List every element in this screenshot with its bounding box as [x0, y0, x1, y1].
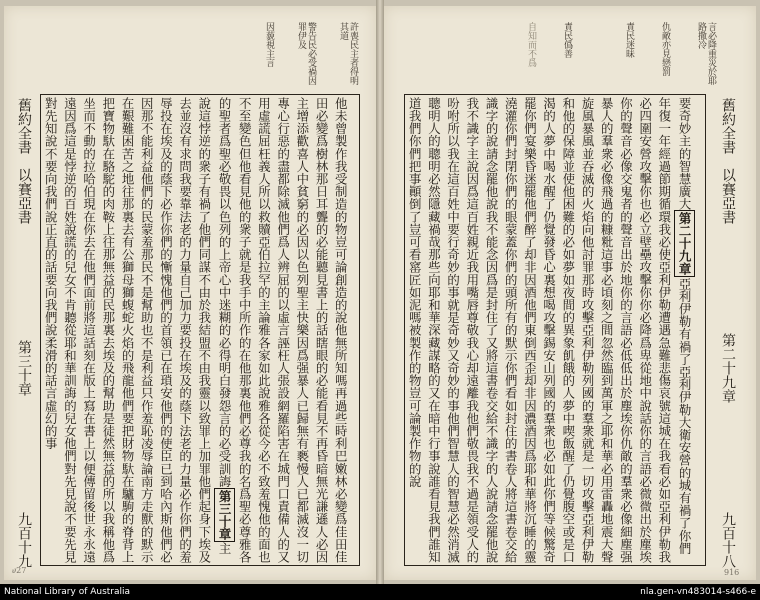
right-running-header: [718, 98, 738, 568]
margin-note: 自知而不爲: [526, 22, 536, 67]
body-text: 他未曾製作我受制造的物豈可論創造的說他無所知嗎再過些時利巴嫩林必變爲佳田佳田必變爲樹林那日耳聾的必能聽見書上的話瞎眼的必能看見不再昏暗無光謙遜人必因主增添歡喜人中貧窮的必因以色列聖主快樂因爲强暴人已歸無有褻慢人已都滅沒一切專心行惡的盡都除滅他們爲人辨屈的以虛言誣枉人張設網羅陷害在城門口責備人的又用虛謊屈枉義人所以救贖亞伯拉罕的主論雅各家如此說雅各從今必不致羞愧他的面也不至變色但他看見他的衆子就是我手中所作的在他那裏他們必尊我的名爲聖必尊雅各的聖者爲聖必敬畏以色列的上帝心中迷糊的必得明白發怨言的必受訓誨: [217, 97, 349, 564]
body-text: 亞利伊勒有禍了亞利伊勒大衛安營的城有禍了你們年復一年經過節期循環我必使亞利伊勒遭遇急難悲傷哀號這城在我看必如亞利伊勒我必四圍安營攻擊你也必立壁壘攻擊你你必降爲卑從地中說話你的言語必微微出於塵埃你的聲音必像交鬼者的聲音出於地你的言語必低低出於塵埃你仇敵的羣衆必像細塵强暴人的羣衆必像飛過的糠粃這事必頃刻之間忽然臨到萬軍之耶和華必用雷轟地震大聲旋風暴風並吞滅的火焰向他討罪那時攻擊亞利伊勒列國的羣衆就是一切攻擊亞利伊勒和他的保障並使他困難的必如夢如夜間的異象飢餓的人夢中喫飯醒了仍覺腹空或是口渴的人夢中喝水醒了仍覺發昏心裏想喝攻擊錫安山列國的羣衆也必如此你們等候驚奇罷你們宴樂昏迷罷他們醉了却非因酒他們東倒西歪却非因濃酒因爲耶和華將沉睡的靈澆灌你們封閉你們的眼蒙蓋你們的頭所有的默示你們看如封住的書卷人將這書卷交給識字的說請念罷他說我不能念因爲是封住了又將這書卷交給不識字的人說請念罷他說我不識字主說因爲這百姓親近我用嘴唇尊敬我心却遠離我他們敬畏我不過是領受人的吩咐所以我在這百姓中要行奇妙的事就是奇妙又奇妙的事他們智慧人的智慧必然消滅聰明人的聰明必然隱藏禍哉那些向耶和華深藏謀略的又在暗中行事說誰看見我們誰知道我們你們把事顚倒了豈可看窰匠如泥嗎被製作的物豈可論製作物的說: [407, 97, 693, 564]
footer-bar: [0, 584, 760, 600]
chapter-heading: 第二十九章: [674, 210, 695, 277]
left-margin-notes: [184, 22, 358, 92]
margin-note: 責民僞善: [562, 22, 572, 58]
page-number: 九百十八: [720, 512, 736, 568]
left-body-text: [41, 95, 350, 569]
book-gutter: [376, 0, 384, 584]
margin-note: 責民迷昧: [624, 22, 634, 58]
chapter-label: 第三十章: [16, 340, 32, 396]
book-title: 舊約全書 以賽亞書: [720, 98, 736, 224]
chapter-heading: 第三十章: [214, 488, 235, 542]
page-number: 九百十九: [16, 512, 32, 568]
body-text: 要奇妙主的智慧廣大: [677, 97, 693, 211]
left-running-header: [14, 98, 34, 568]
right-body-text: [405, 95, 695, 569]
left-text-block: [40, 94, 360, 566]
record-id: nla.gen-vn483014-s466-e: [640, 587, 756, 597]
right-text-block: [404, 94, 706, 566]
book-title: 舊約全書 以賽亞書: [16, 98, 32, 224]
left-page: [4, 6, 376, 580]
margin-note: 許喪民主者得明其道: [338, 22, 358, 85]
margin-note: 仇敵亦見戀罰: [660, 22, 670, 76]
page-stamp: ሀ27: [12, 566, 27, 575]
page-stamp: 916: [724, 568, 740, 577]
chapter-label: 第二十九章: [720, 333, 736, 403]
right-margin-notes: [526, 22, 716, 92]
library-name: National Library of Australia: [4, 587, 131, 597]
margin-note: 警告民必受禍因罪伊及: [296, 22, 316, 85]
margin-note: 因藐視主言: [264, 22, 274, 67]
margin-note: 言必降重災於耶路撒冷: [696, 22, 716, 85]
right-page: [384, 6, 756, 580]
body-text: 主說這悖逆的衆子有禍了他們同謀不由於我結盟不由我靈以致罪上加罪他們起身下埃及去並沒有求問我要靠法老的力量自己加力要投在埃及的蔭下法老的力量必作你們的羞辱投在埃及的蔭下必作你們的慚愧他們的首領已在瑣安他們的使臣已到哈內斯他們必因那不能利益他們的民蒙羞那民不是幫助也不是利益只作羞恥凌辱論南方走獸的默示在艱難困苦之地往那裏去有公獅母獅蝮蛇火焰的飛龍他們要把財物馱在驢駒的脊背上把寶物馱在駱駝的肉鞍上往那無益的民那裏去埃及的幫助是徒然無益的所以我稱他爲坐而不動的拉哈伯現在你去在他們面前將這話刻在版上寫在書上以便傳留後世永永遠遠因爲這是悖逆的百姓說謊的兒女不肯聽從耶和華訓誨的兒女他們對先見說不要先見對先知說不要向我們說正直的話要向我們說柔滑的話言虛幻的事: [43, 97, 233, 564]
